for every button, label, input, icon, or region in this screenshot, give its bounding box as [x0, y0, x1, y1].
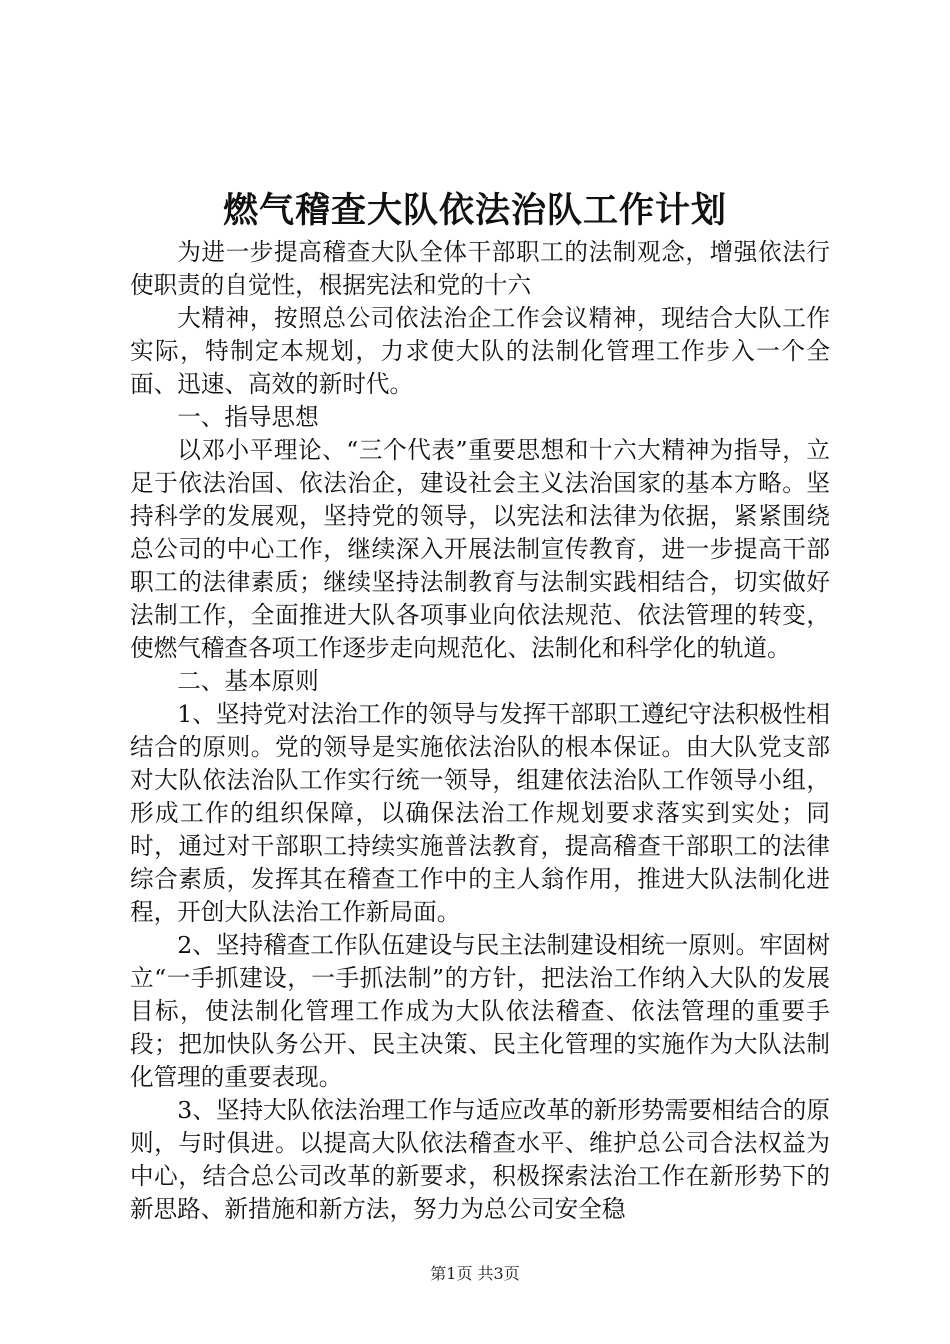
paragraph-intro: 为进一步提高稽查大队全体干部职工的法制观念，增强依法行使职责的自觉性，根据宪法和党的十六 [130, 238, 830, 299]
paragraph-guiding-thought: 以邓小平理论、“三个代表”重要思想和十六大精神为指导，立足于依法治国、依法治企，建设社会主义法治国家的基本方略。坚持科学的发展观，坚持党的领导，以宪法和法律为依据，紧紧围绕总公司的中心工作，继续深入开展法制宣传教育，进一步提高干部职工的法律素质；继续坚持法制教育与法制实践相结合，切实做好法制工作，全面推进大队各项事业向依法规范、依法管理的转变，使燃气稽查各项工作逐步走向规范化、法制化和科学化的轨道。 [130, 436, 830, 662]
paragraph-principle-1: 1、坚持党对法治工作的领导与发挥干部职工遵纪守法积极性相结合的原则。党的领导是实施依法治队的根本保证。由大队党支部对大队依法治队工作实行统一领导，组建依法治队工作领导小组，形成工作的组织保障，以确保法治工作规划要求落实到实处；同时，通过对干部职工持续实施普法教育，提高稽查干部职工的法律综合素质，发挥其在稽查工作中的主人翁作用，推进大队法制化进程，开创大队法治工作新局面。 [130, 700, 830, 926]
paragraph-principle-2: 2、坚持稽查工作队伍建设与民主法制建设相统一原则。牢固树立“一手抓建设，一手抓法制”的方针，把法治工作纳入大队的发展目标，使法制化管理工作成为大队依法稽查、依法管理的重要手段；把加快队务公开、民主决策、民主化管理的实施作为大队法制化管理的重要表现。 [130, 931, 830, 1091]
section-heading-basic-principles: 二、基本原则 [177, 667, 319, 695]
paragraph-principle-3: 3、坚持大队依法治理工作与适应改革的新形势需要相结合的原则，与时俱进。以提高大队依法稽查水平、维护总公司合法权益为中心，结合总公司改革的新要求，积极探索法治工作在新形势下的新思路、新措施和新方法，努力为总公司安全稳 [130, 1096, 830, 1223]
paragraph-intro-continued: 大精神，按照总公司依法治企工作会议精神，现结合大队工作实际，特制定本规划，力求使大队的法制化管理工作步入一个全面、迅速、高效的新时代。 [130, 304, 830, 398]
document-body [130, 236, 830, 1226]
section-heading-guiding-thought: 一、指导思想 [177, 403, 319, 431]
page-number-footer: 第1页 共3页 [430, 1264, 520, 1283]
document-title: 燃气稽查大队依法治队工作计划 [222, 190, 727, 231]
